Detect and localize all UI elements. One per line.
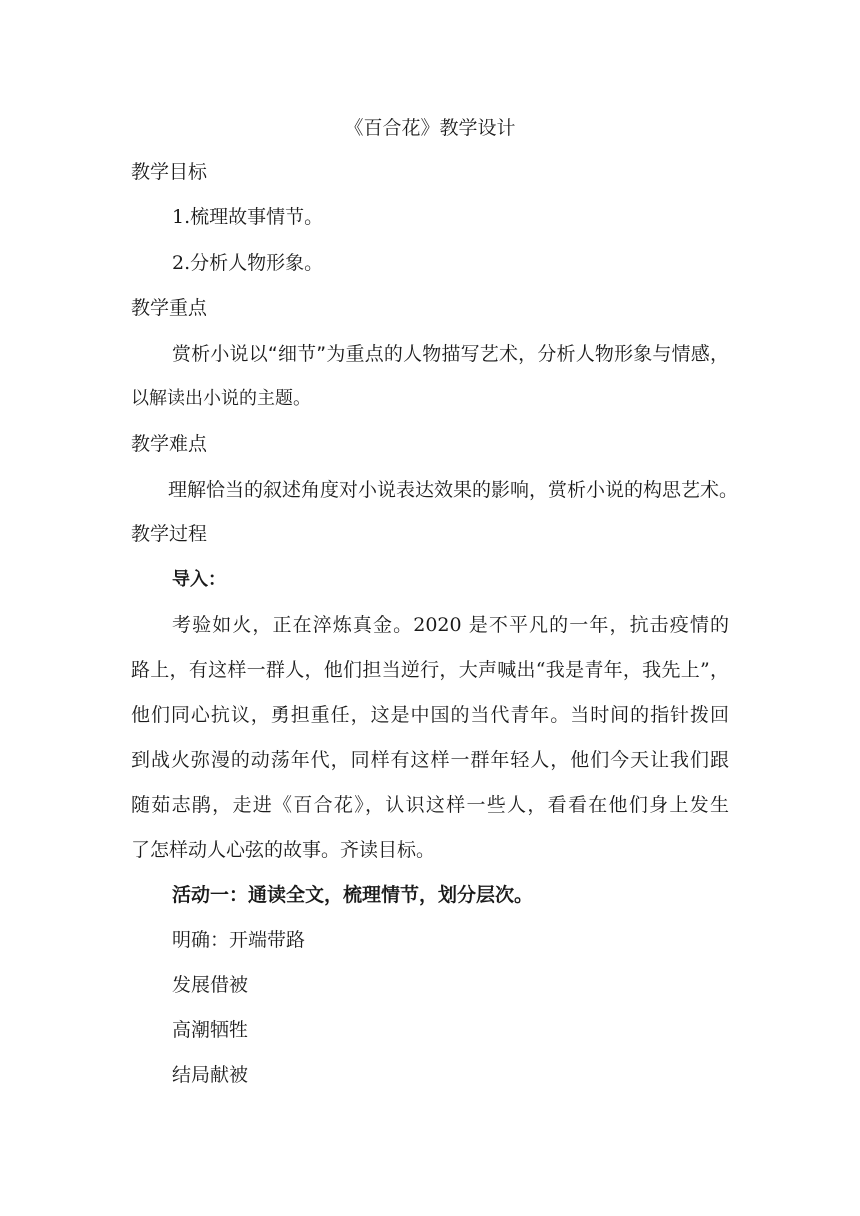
key-text-line-2: 以解读出小说的主题。 bbox=[131, 388, 311, 409]
difficulty-text-line-1: 理解恰当的叙述角度对小说表达效果的影响，赏析小说的构思艺术。 bbox=[168, 479, 739, 501]
intro-line-4: 到战火弥漫的动荡年代，同样有这样一群年轻人，他们今天让我们跟 bbox=[131, 749, 729, 771]
intro-line-3: 他们同心抗议，勇担重任，这是中国的当代青年。当时间的指针拨回 bbox=[131, 704, 729, 726]
process-heading: 教学过程 bbox=[131, 523, 208, 545]
clarify-item-4: 结局献被 bbox=[172, 1064, 249, 1086]
intro-line-2: 路上，有这样一群人，他们担当逆行，大声喊出“我是青年，我先上”， bbox=[131, 659, 729, 681]
intro-line-1: 考验如火，正在淬炼真金。2020 是不平凡的一年，抗击疫情的 bbox=[172, 614, 729, 636]
activity-1-heading: 活动一：通读全文，梳理情节，划分层次。 bbox=[172, 884, 534, 906]
intro-line-6: 了怎样动人心弦的故事。齐读目标。 bbox=[131, 839, 436, 861]
goals-heading: 教学目标 bbox=[131, 161, 208, 183]
clarify-item-1: 明确：开端带路 bbox=[172, 929, 306, 951]
goal-item-1: 1.梳理故事情节。 bbox=[172, 206, 324, 228]
document-title: 《百合花》教学设计 bbox=[344, 117, 516, 139]
difficulty-heading: 教学难点 bbox=[131, 433, 208, 455]
clarify-item-2: 发展借被 bbox=[172, 974, 249, 996]
key-text-line-1: 赏析小说以“细节”为重点的人物描写艺术，分析人物形象与情感， bbox=[172, 343, 729, 365]
intro-line-5: 随茹志鹃，走进《百合花》，认识这样一些人，看看在他们身上发生 bbox=[131, 794, 729, 816]
goal-item-2: 2.分析人物形象。 bbox=[172, 252, 324, 274]
intro-label: 导入： bbox=[172, 569, 226, 590]
key-heading: 教学重点 bbox=[131, 297, 208, 319]
clarify-item-3: 高潮牺牲 bbox=[172, 1019, 249, 1041]
